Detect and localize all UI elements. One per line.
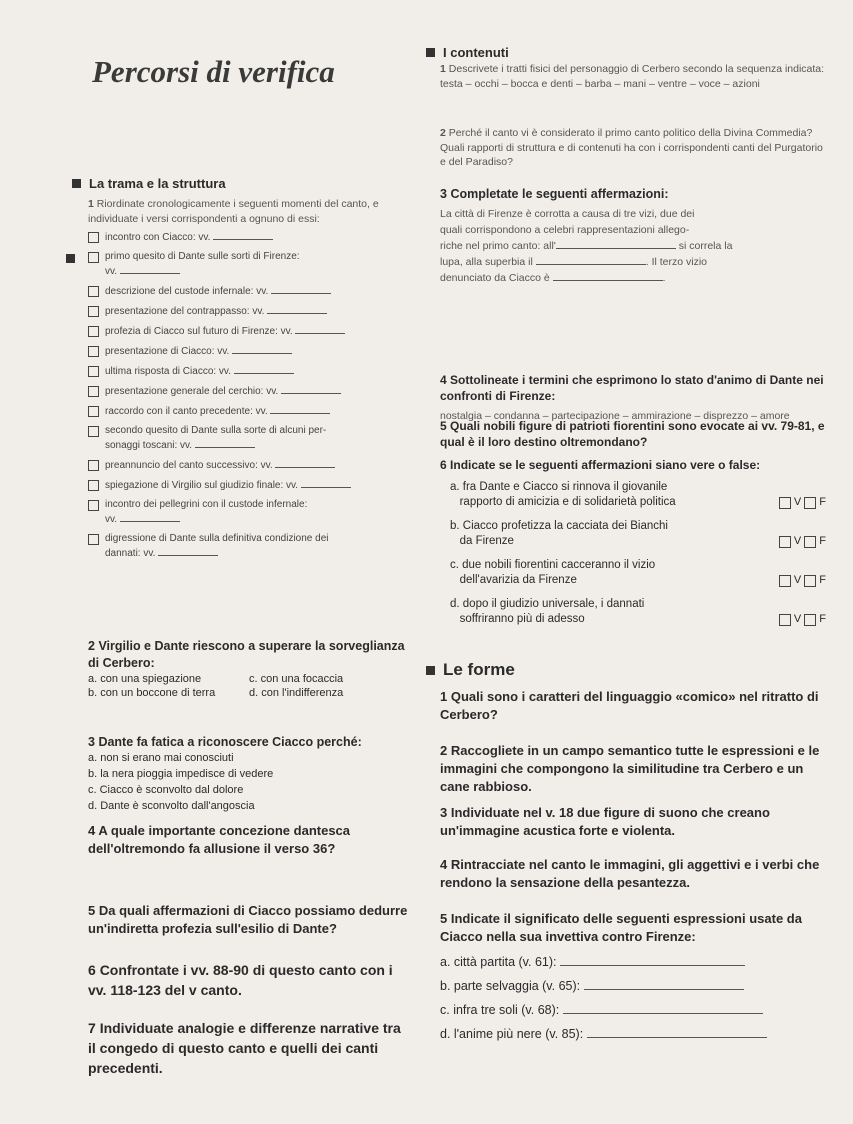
list-item[interactable]: incontro dei pellegrini con il custode infernale: vv. [88, 498, 410, 527]
contenuti-heading [426, 45, 509, 60]
trama-heading-text: La trama e la struttura [89, 176, 226, 191]
list-item[interactable]: profezia di Ciacco sul futuro di Firenze: vv. [88, 324, 410, 339]
true-checkbox[interactable] [779, 497, 791, 509]
forme-q2: 2 Raccogliete in un campo semantico tutte le espressioni e le immagini che compongono la similitudine tra Cerbero e un cane rabbioso. [440, 743, 820, 794]
option-a[interactable]: a. non si erano mai conosciuti [88, 752, 234, 764]
trama-q3-text: 3 Dante fa fatica a riconoscere Ciacco perché: [88, 735, 362, 749]
forme-q4: 4 Rintracciate nel canto le immagini, gli aggettivi e i verbi che rendono la sensazione della pesantezza. [440, 857, 820, 890]
checkbox[interactable] [88, 460, 99, 471]
section-square-icon [72, 179, 81, 188]
checkbox[interactable] [88, 326, 99, 337]
forme-q5 [440, 910, 826, 1046]
checkbox[interactable] [88, 232, 99, 243]
trama-q7: 7 Individuate analogie e differenze narrative tra il congedo di questo canto e quelli dei canti precedenti. [88, 1020, 401, 1076]
fill-blank[interactable] [536, 255, 646, 265]
fill-blank[interactable] [553, 271, 663, 281]
false-checkbox[interactable] [804, 575, 816, 587]
trama-q1 [88, 197, 410, 566]
contenuti-q4 [440, 372, 826, 424]
contenuti-q5: 5 Quali nobili figure di patrioti fiorentini sono evocate ai vv. 79-81, e qual è il loro destino oltremondano? [440, 419, 825, 449]
trama-q2 [88, 638, 410, 700]
tf-item-d: d. dopo il giudizio universale, i dannati soffriranno più di adesso V F [450, 598, 826, 625]
contenuti-q4-text: 4 Sottolineate i termini che esprimono lo stato d'animo di Dante nei confronti di Firenze: [440, 373, 824, 403]
trama-q1-list [88, 230, 410, 561]
forme-q5-text: 5 Indicate il significato delle seguenti espressioni usate da Ciacco nella sua invettiva contro Firenze: [440, 911, 802, 944]
list-item[interactable]: presentazione del contrappasso: vv. [88, 304, 410, 319]
trama-q3 [88, 734, 410, 813]
checkbox[interactable] [88, 346, 99, 357]
contenuti-q1 [440, 62, 826, 91]
trama-q6: 6 Confrontate i vv. 88-90 di questo canto con i vv. 118-123 del v canto. [88, 962, 393, 998]
forme-q3: 3 Individuate nel v. 18 due figure di suono che creano un'immagine acustica forte e violenta. [440, 805, 770, 838]
checkbox[interactable] [88, 386, 99, 397]
page-title: Percorsi di verifica [92, 54, 335, 89]
section-square-icon [426, 666, 435, 675]
list-item[interactable]: secondo quesito di Dante sulla sorte di alcuni per- sonaggi toscani: vv. [88, 424, 410, 453]
option-c[interactable]: c. con una focaccia [249, 673, 344, 685]
checkbox[interactable] [88, 286, 99, 297]
tf-item-c: c. due nobili fiorentini cacceranno il vizio dell'avarizia da Firenze V F [450, 559, 826, 586]
tf-item-a: a. fra Dante e Ciacco si rinnova il giovanile rapporto di amicizia e di solidarietà politica V F [450, 481, 826, 508]
tf-boxes[interactable]: V F [779, 612, 826, 627]
contenuti-q6 [440, 457, 826, 627]
section-marker [66, 254, 75, 263]
forme-q5-a: a. città partita (v. 61): [440, 950, 826, 974]
option-c[interactable]: c. Ciacco è sconvolto dal dolore [88, 784, 244, 796]
checkbox[interactable] [88, 500, 99, 511]
forme-heading [426, 660, 515, 680]
false-checkbox[interactable] [804, 497, 816, 509]
contenuti-q6-text: 6 Indicate se le seguenti affermazioni siano vere o false: [440, 458, 761, 472]
forme-q5-b: b. parte selvaggia (v. 65): [440, 974, 826, 998]
list-item[interactable]: presentazione generale del cerchio: vv. [88, 384, 410, 399]
trama-heading [72, 176, 226, 191]
list-item[interactable]: primo quesito di Dante sulle sorti di Firenze: vv. [88, 250, 410, 279]
checkbox[interactable] [88, 426, 99, 437]
contenuti-q4-terms[interactable]: nostalgia – condanna – partecipazione – ammirazione – disprezzo – amore [440, 410, 790, 422]
contenuti-q3-text: 3 Completate le seguenti affermazioni: [440, 187, 669, 201]
true-checkbox[interactable] [779, 536, 791, 548]
trama-q2-text: 2 Virgilio e Dante riescono a superare la sorveglianza di Cerbero: [88, 639, 405, 670]
list-item[interactable]: raccordo con il canto precedente: vv. [88, 404, 410, 419]
list-item[interactable]: presentazione di Ciacco: vv. [88, 344, 410, 359]
true-checkbox[interactable] [779, 575, 791, 587]
option-b[interactable]: b. con un boccone di terra [88, 687, 216, 699]
forme-q5-c: c. infra tre soli (v. 68): [440, 998, 826, 1022]
contenuti-q1-sequence: testa – occhi – bocca e denti – barba – mani – ventre – voce – azioni [440, 77, 760, 90]
checkbox[interactable] [88, 306, 99, 317]
tf-list [440, 480, 826, 627]
list-item[interactable]: ultima risposta di Ciacco: vv. [88, 364, 410, 379]
contenuti-q2: 2 Perché il canto vi è considerato il primo canto politico della Divina Commedia? Quali rapporti di struttura e di contenuti ha con i corrispondenti canti del Purgatorio e del Paradiso? [440, 127, 823, 168]
forme-q5-items [440, 950, 826, 1046]
tf-boxes[interactable]: V F [779, 534, 826, 549]
list-item[interactable]: descrizione del custode infernale: vv. [88, 284, 410, 299]
checkbox[interactable] [88, 366, 99, 377]
option-d[interactable]: d. con l'indifferenza [249, 687, 344, 699]
option-d[interactable]: d. Dante è sconvolto dall'angoscia [88, 800, 255, 812]
contenuti-q3 [440, 186, 826, 286]
false-checkbox[interactable] [804, 614, 816, 626]
forme-q5-d: d. l'anime più nere (v. 85): [440, 1022, 826, 1046]
trama-q4: 4 A quale importante concezione dantesca dell'oltremondo fa allusione il verso 36? [88, 823, 351, 856]
fill-blank[interactable] [563, 1004, 763, 1014]
tf-boxes[interactable]: V F [779, 573, 826, 588]
fill-blank[interactable] [560, 956, 745, 966]
trama-q1-text: 1 Riordinate cronologicamente i seguenti momenti del canto, e individuate i versi corrispondenti a ognuno di essi: [88, 198, 379, 225]
checkbox[interactable] [88, 534, 99, 545]
forme-q1: 1 Quali sono i caratteri del linguaggio «comico» nel ritratto di Cerbero? [440, 689, 819, 722]
false-checkbox[interactable] [804, 536, 816, 548]
option-a[interactable]: a. con una spiegazione [88, 673, 202, 685]
fill-blank[interactable] [556, 239, 676, 249]
tf-item-b: b. Ciacco profetizza la cacciata dei Bianchi da Firenze V F [450, 520, 826, 547]
list-item[interactable]: preannuncio del canto successivo: vv. [88, 458, 410, 473]
list-item[interactable]: incontro con Ciacco: vv. [88, 230, 410, 245]
list-item[interactable]: digressione di Dante sulla definitiva condizione dei dannati: vv. [88, 532, 410, 561]
checkbox[interactable] [88, 480, 99, 491]
contenuti-q1-text: 1 Descrivete i tratti fisici del personaggio di Cerbero secondo la sequenza indicata: [440, 63, 825, 75]
trama-q2-options [88, 672, 410, 700]
forme-heading-text: Le forme [443, 660, 515, 679]
fill-blank[interactable] [584, 980, 744, 990]
checkbox[interactable] [88, 252, 99, 263]
contenuti-heading-text: I contenuti [443, 45, 509, 60]
tf-boxes[interactable]: V F [779, 495, 826, 510]
list-item[interactable]: spiegazione di Virgilio sul giudizio finale: vv. [88, 478, 410, 493]
true-checkbox[interactable] [779, 614, 791, 626]
fill-blank[interactable] [587, 1028, 767, 1038]
section-square-icon [426, 48, 435, 57]
trama-q5: 5 Da quali affermazioni di Ciacco possiamo dedurre un'indiretta profezia sull'esilio di Dante? [88, 903, 408, 936]
checkbox[interactable] [88, 406, 99, 417]
contenuti-q3-body: La città di Firenze è corrotta a causa di tre vizi, due dei quali corrispondono a celebri rappresentazioni allego- riche nel primo canto: all' si correla la lupa, alla superbia il . Il terzo vizio denunciato da Ciacco è . [440, 208, 733, 284]
option-b[interactable]: b. la nera pioggia impedisce di vedere [88, 768, 274, 780]
